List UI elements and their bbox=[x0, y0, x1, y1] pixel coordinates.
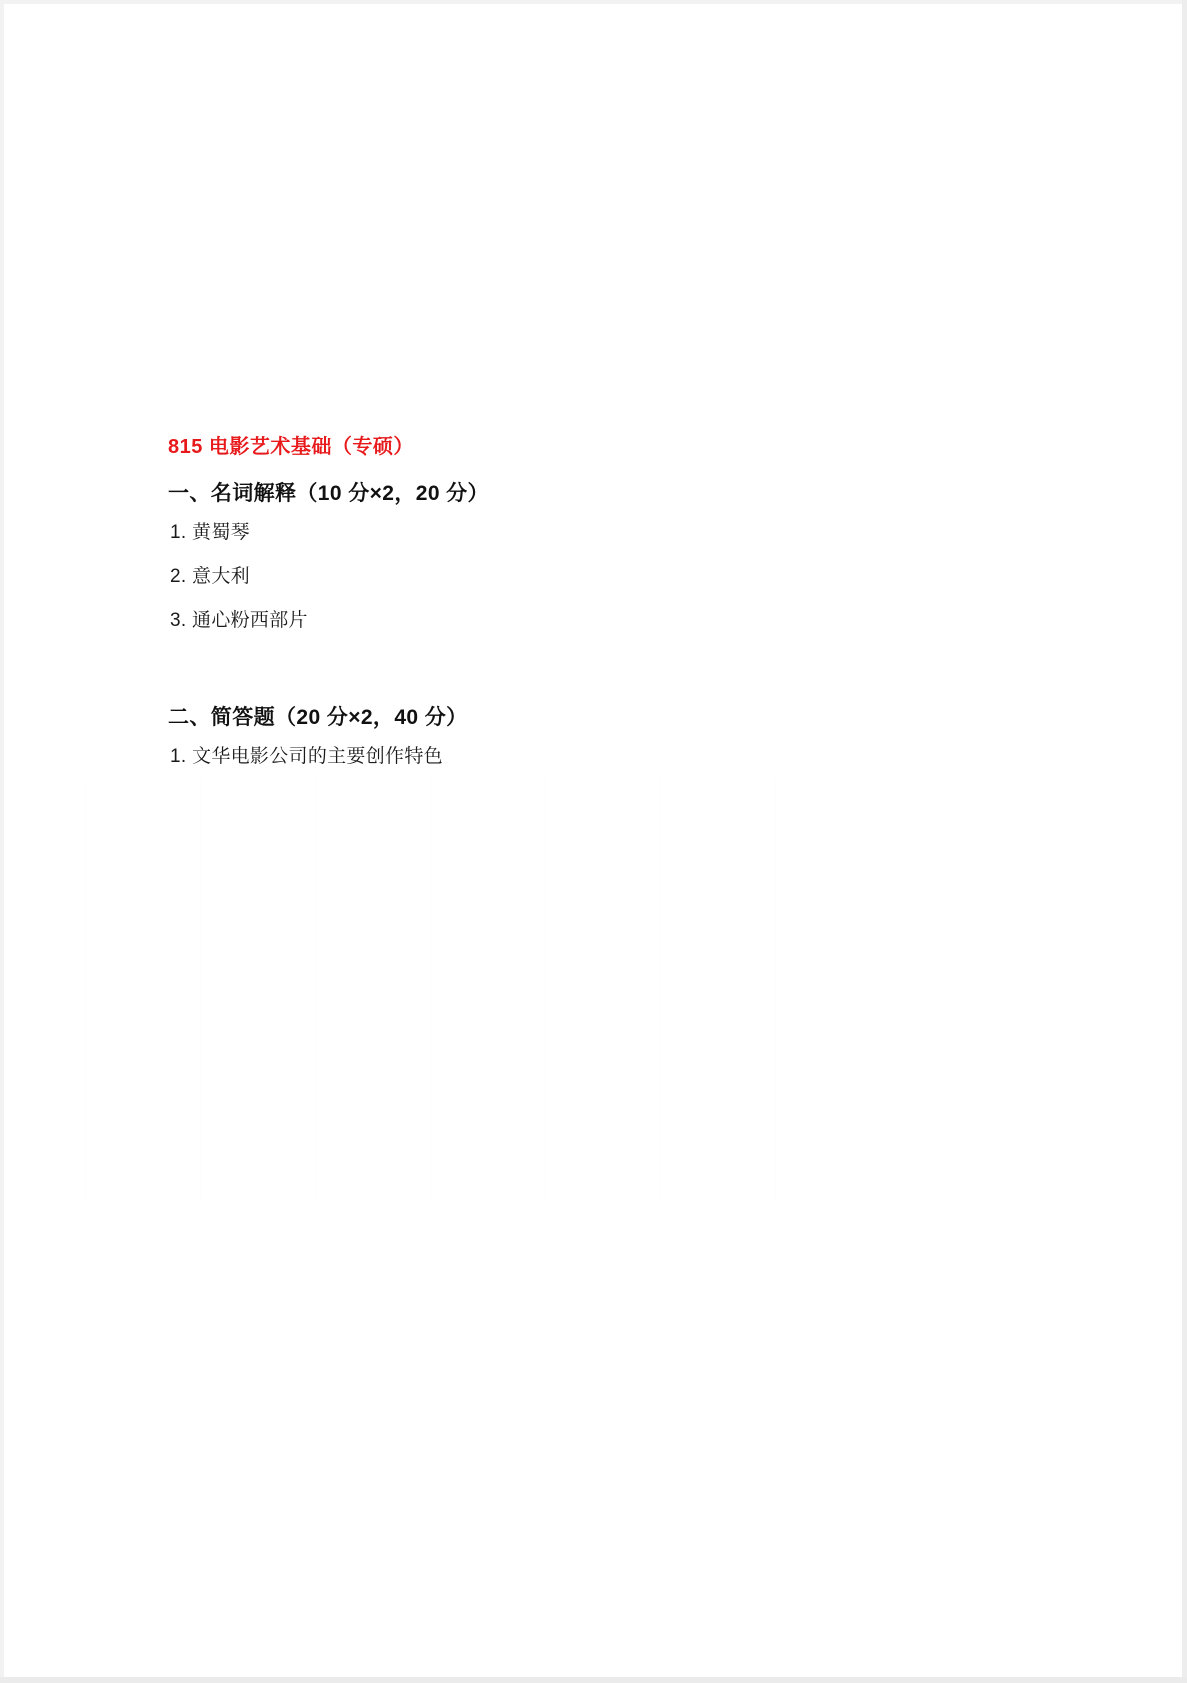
section-spacer bbox=[168, 650, 968, 694]
list-item: 1. 黄蜀琴 bbox=[170, 522, 250, 543]
list-item: 3. 通心粉西部片 bbox=[170, 610, 308, 631]
scan-edge-bottom bbox=[0, 1677, 1187, 1683]
section-heading-terms: 一、名词解释（10 分×2，20 分） bbox=[168, 482, 489, 505]
section-heading-short-answer: 二、简答题（20 分×2，40 分） bbox=[168, 706, 468, 729]
list-item: 1. 文华电影公司的主要创作特色 bbox=[170, 746, 443, 767]
scan-edge-right bbox=[1182, 0, 1187, 1683]
page-title: 815 电影艺术基础（专硕） bbox=[168, 436, 414, 458]
scan-artifact-bands bbox=[85, 780, 790, 1200]
scan-edge-top bbox=[0, 0, 1187, 4]
question-list-short-answer bbox=[168, 742, 968, 772]
scan-edge-left bbox=[0, 0, 4, 1683]
list-item: 2. 意大利 bbox=[170, 566, 250, 587]
section-terms bbox=[168, 476, 968, 636]
document-body bbox=[168, 430, 968, 786]
section-short-answer bbox=[168, 700, 968, 772]
question-list-terms bbox=[168, 518, 968, 636]
